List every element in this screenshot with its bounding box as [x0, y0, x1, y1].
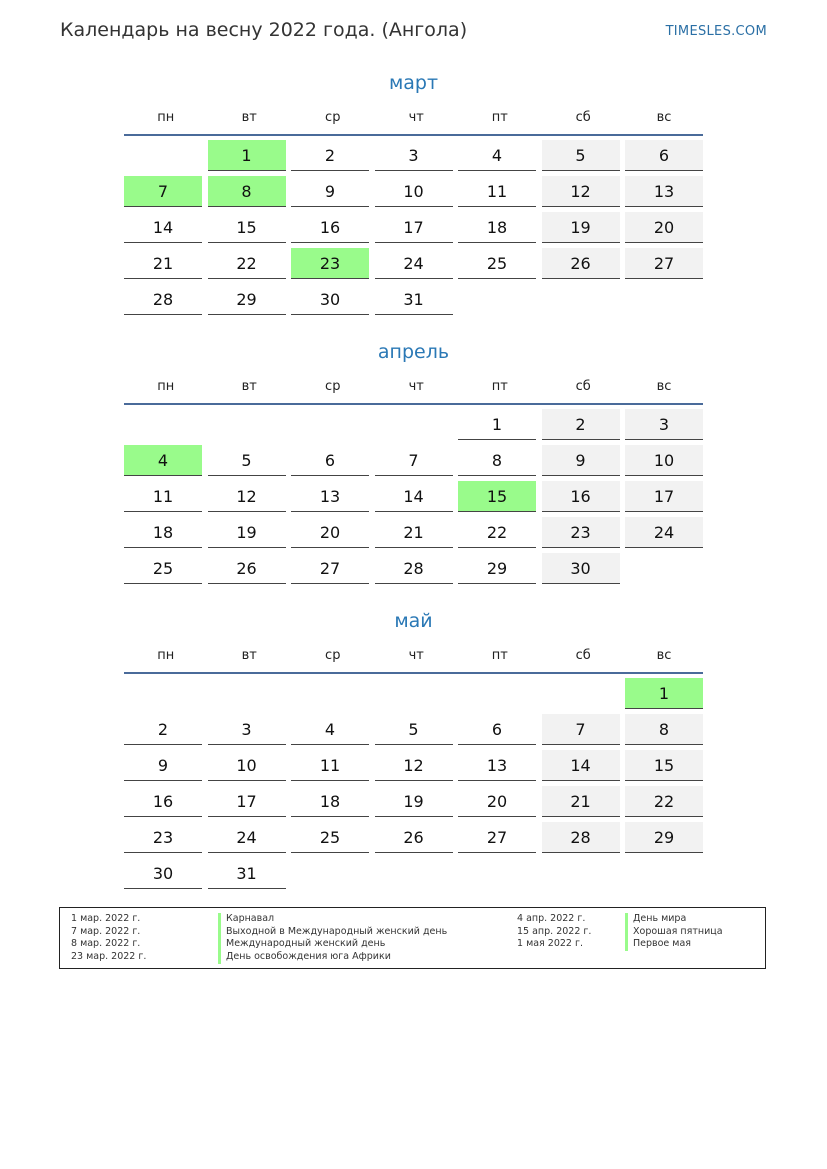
- day-cell: 9: [291, 176, 369, 207]
- day-cell: 28: [375, 553, 453, 584]
- weekday-label: пт: [491, 647, 508, 663]
- day-cell: 22: [458, 517, 536, 548]
- day-cell: 19: [208, 517, 286, 548]
- legend-dates-left: [71, 913, 146, 964]
- day-cell: 29: [458, 553, 536, 584]
- day-cell: 15: [208, 212, 286, 243]
- day-cell: 28: [542, 822, 620, 853]
- day-cell: 27: [458, 822, 536, 853]
- weekday-label: вс: [656, 378, 672, 394]
- day-cell: 11: [458, 176, 536, 207]
- day-grid: [124, 409, 703, 584]
- day-grid: [124, 678, 703, 889]
- weekday-label: вт: [241, 109, 257, 125]
- day-cell: 26: [542, 248, 620, 279]
- day-cell: 5: [375, 714, 453, 745]
- holiday-legend: [59, 907, 766, 969]
- day-cell: 26: [375, 822, 453, 853]
- weekday-label: ср: [325, 647, 341, 663]
- day-cell: 27: [291, 553, 369, 584]
- day-cell: 21: [124, 248, 202, 279]
- day-cell: 18: [458, 212, 536, 243]
- weekday-label: ср: [325, 109, 341, 125]
- day-cell: 19: [375, 786, 453, 817]
- legend-date: 1 мая 2022 г.: [517, 938, 583, 950]
- weekday-label: пт: [491, 109, 508, 125]
- legend-date: 7 мар. 2022 г.: [71, 925, 141, 937]
- weekday-label: чт: [408, 647, 424, 663]
- day-cell: 5: [542, 140, 620, 171]
- day-cell: 20: [458, 786, 536, 817]
- legend-date: 23 мар. 2022 г.: [71, 951, 147, 963]
- month-2: [124, 608, 703, 889]
- day-cell: 31: [208, 858, 286, 889]
- day-cell: 31: [375, 284, 453, 315]
- day-cell: 9: [124, 750, 202, 781]
- day-cell: 30: [542, 553, 620, 584]
- legend-holiday-name: Выходной в Международный женский день: [218, 926, 447, 939]
- day-cell: 12: [208, 481, 286, 512]
- empty-cell: [208, 678, 286, 709]
- day-cell: 28: [124, 284, 202, 315]
- weekday-label: вс: [656, 647, 672, 663]
- day-cell: 11: [124, 481, 202, 512]
- day-cell: 27: [625, 248, 703, 279]
- day-cell: 6: [625, 140, 703, 171]
- empty-cell: [375, 409, 453, 440]
- day-cell: 22: [208, 248, 286, 279]
- empty-cell: [542, 678, 620, 709]
- weekday-header: [124, 640, 703, 674]
- day-cell: 6: [458, 714, 536, 745]
- day-cell: 14: [375, 481, 453, 512]
- day-cell: 14: [124, 212, 202, 243]
- day-cell: 9: [542, 445, 620, 476]
- day-cell: 8: [208, 176, 286, 207]
- day-cell: 1: [208, 140, 286, 171]
- day-cell: 12: [542, 176, 620, 207]
- legend-names-right: [625, 913, 723, 951]
- legend-holiday-name: День мира: [625, 913, 723, 926]
- legend-date: 1 мар. 2022 г.: [71, 913, 141, 924]
- empty-cell: [124, 678, 202, 709]
- day-cell: 20: [291, 517, 369, 548]
- day-cell: 13: [625, 176, 703, 207]
- weekday-label: чт: [408, 378, 424, 394]
- day-cell: 14: [542, 750, 620, 781]
- legend-holiday-name: День освобождения юга Африки: [218, 951, 447, 964]
- day-cell: 2: [124, 714, 202, 745]
- day-cell: 1: [625, 678, 703, 709]
- month-name: март: [388, 72, 439, 94]
- day-cell: 18: [291, 786, 369, 817]
- legend-names-left: [218, 913, 447, 964]
- weekday-label: пн: [157, 109, 175, 125]
- weekday-header: [124, 102, 703, 136]
- day-cell: 12: [375, 750, 453, 781]
- day-cell: 3: [208, 714, 286, 745]
- legend-holiday-name: Карнавал: [218, 913, 447, 926]
- page-title: Календарь на весну 2022 года. (Ангола): [60, 19, 468, 41]
- weekday-label: чт: [408, 109, 424, 125]
- empty-cell: [124, 409, 202, 440]
- weekday-label: сб: [575, 378, 591, 394]
- weekday-label: ср: [325, 378, 341, 394]
- month-0: [124, 70, 703, 315]
- empty-cell: [124, 140, 202, 171]
- day-cell: 23: [542, 517, 620, 548]
- day-cell: 4: [291, 714, 369, 745]
- day-cell: 7: [124, 176, 202, 207]
- day-cell: 3: [625, 409, 703, 440]
- weekday-label: вт: [241, 378, 257, 394]
- day-cell: 13: [291, 481, 369, 512]
- day-cell: 22: [625, 786, 703, 817]
- empty-cell: [375, 678, 453, 709]
- brand-link[interactable]: TIMESLES.COM: [665, 24, 767, 39]
- day-cell: 19: [542, 212, 620, 243]
- day-cell: 11: [291, 750, 369, 781]
- day-cell: 10: [208, 750, 286, 781]
- day-cell: 17: [208, 786, 286, 817]
- day-cell: 30: [124, 858, 202, 889]
- day-cell: 15: [458, 481, 536, 512]
- legend-date: 8 мар. 2022 г.: [71, 938, 141, 950]
- day-cell: 26: [208, 553, 286, 584]
- weekday-label: пт: [491, 378, 508, 394]
- day-cell: 24: [625, 517, 703, 548]
- day-cell: 2: [542, 409, 620, 440]
- month-name: май: [394, 610, 433, 632]
- weekday-label: вт: [241, 647, 257, 663]
- day-cell: 10: [625, 445, 703, 476]
- day-cell: 30: [291, 284, 369, 315]
- legend-holiday-name: Международный женский день: [218, 938, 447, 951]
- day-cell: 21: [375, 517, 453, 548]
- day-cell: 6: [291, 445, 369, 476]
- day-cell: 13: [458, 750, 536, 781]
- day-cell: 29: [625, 822, 703, 853]
- day-cell: 21: [542, 786, 620, 817]
- day-cell: 4: [458, 140, 536, 171]
- day-cell: 4: [124, 445, 202, 476]
- day-cell: 15: [625, 750, 703, 781]
- weekday-label: пн: [157, 647, 175, 663]
- day-cell: 16: [291, 212, 369, 243]
- day-cell: 23: [124, 822, 202, 853]
- day-cell: 18: [124, 517, 202, 548]
- empty-cell: [458, 678, 536, 709]
- empty-cell: [291, 678, 369, 709]
- day-cell: 8: [458, 445, 536, 476]
- day-cell: 8: [625, 714, 703, 745]
- empty-cell: [291, 409, 369, 440]
- day-cell: 10: [375, 176, 453, 207]
- day-cell: 23: [291, 248, 369, 279]
- day-grid: [124, 140, 703, 315]
- empty-cell: [208, 409, 286, 440]
- legend-holiday-name: Хорошая пятница: [625, 926, 723, 939]
- day-cell: 24: [375, 248, 453, 279]
- weekday-header: [124, 371, 703, 405]
- day-cell: 29: [208, 284, 286, 315]
- day-cell: 17: [375, 212, 453, 243]
- day-cell: 20: [625, 212, 703, 243]
- legend-date: 15 апр. 2022 г.: [517, 925, 592, 937]
- legend-date: 4 апр. 2022 г.: [517, 913, 586, 924]
- day-cell: 5: [208, 445, 286, 476]
- day-cell: 3: [375, 140, 453, 171]
- day-cell: 1: [458, 409, 536, 440]
- day-cell: 24: [208, 822, 286, 853]
- weekday-label: сб: [575, 647, 591, 663]
- day-cell: 7: [375, 445, 453, 476]
- day-cell: 16: [124, 786, 202, 817]
- month-name: апрель: [377, 341, 450, 363]
- legend-dates-right: [517, 913, 591, 951]
- weekday-label: вс: [656, 109, 672, 125]
- day-cell: 7: [542, 714, 620, 745]
- day-cell: 2: [291, 140, 369, 171]
- day-cell: 25: [458, 248, 536, 279]
- day-cell: 25: [291, 822, 369, 853]
- legend-holiday-name: Первое мая: [625, 938, 723, 951]
- day-cell: 25: [124, 553, 202, 584]
- weekday-label: пн: [157, 378, 175, 394]
- month-1: [124, 339, 703, 584]
- day-cell: 17: [625, 481, 703, 512]
- day-cell: 16: [542, 481, 620, 512]
- weekday-label: сб: [575, 109, 591, 125]
